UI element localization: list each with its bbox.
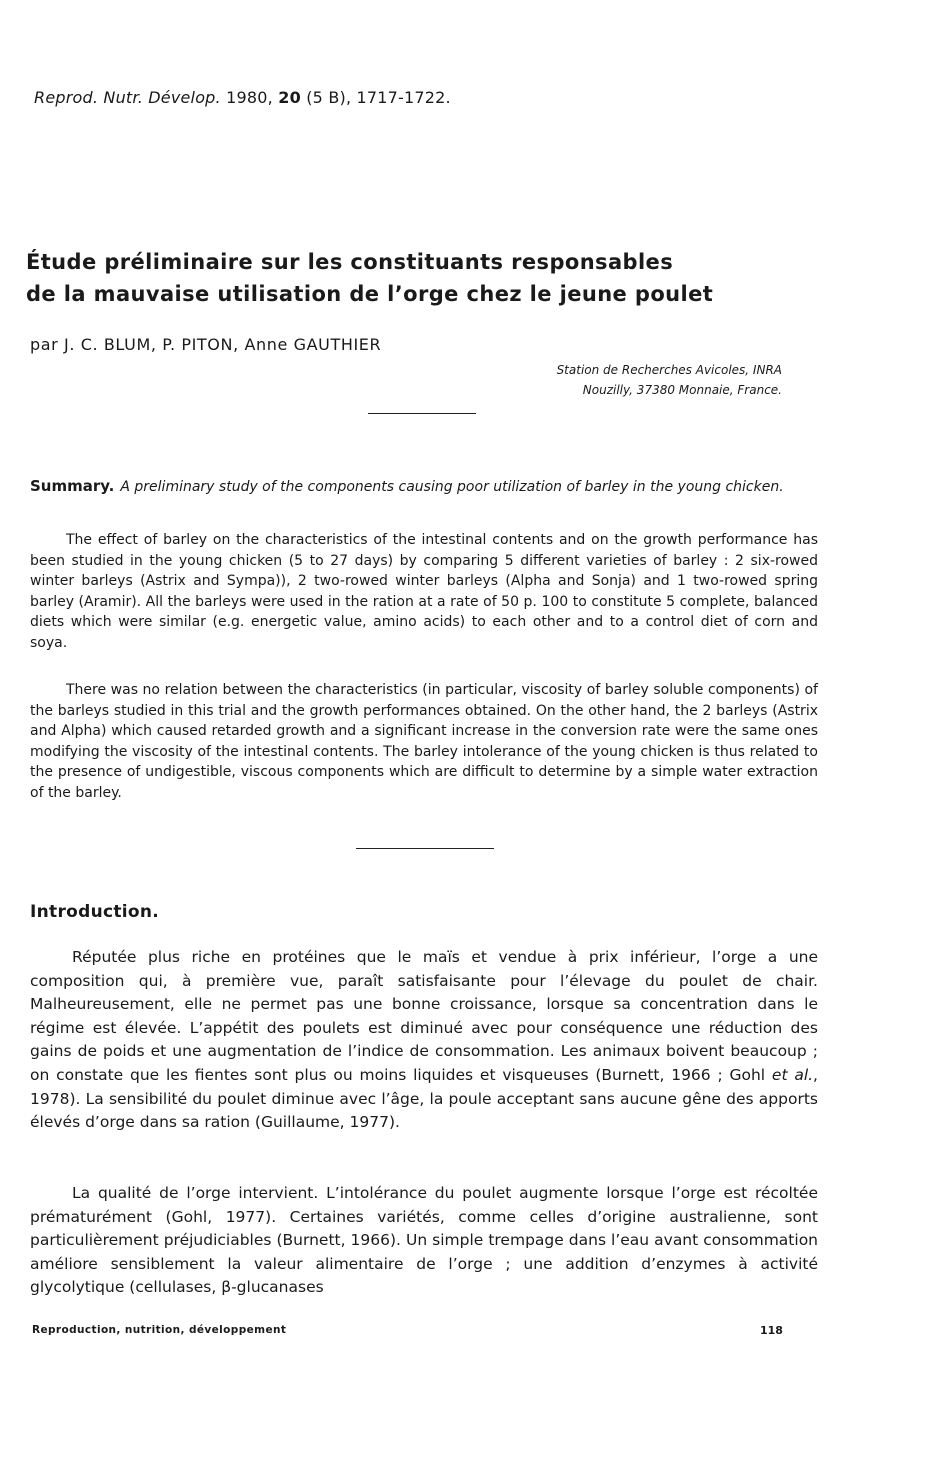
summary-heading-block [30,476,820,497]
summary-paragraph-2: There was no relation between the characteristics (in particular, viscosity of barley soluble components) of the barleys studied in this trial and the growth performances obtained. On the other hand, the 2 barleys (Astrix and Alpha) which caused retarded growth and a significant increase in the conversion rate were the same ones modifying the viscosity of the intestinal contents. The barley intolerance of the young chicken is thus related to the presence of undigestible, viscous components which are difficult to determine by a simple water extraction of the barley. [30,682,818,801]
section-heading-introduction: Introduction. [30,902,160,922]
authors: par J. C. BLUM, P. PITON, Anne GAUTHIER [30,335,382,354]
title-line-2: de la mauvaise utilisation de l’orge chez le jeune poulet [26,282,714,306]
summary-subtitle: A preliminary study of the components causing poor utilization of barley in the young chicken. [120,479,784,495]
footer-journal-name: Reproduction, nutrition, développement [32,1324,287,1336]
affiliation [430,360,782,400]
journal-pages: 1717-1722. [356,88,451,107]
summary-paragraph-1: The effect of barley on the characteristics of the intestinal contents and on the growth performance has been studied in the young chicken (5 to 27 days) by comparing 5 different varieties of barley : 2 six-rowed winter barleys (Astrix and Sympa)), 2 two-rowed winter barleys (Alpha and Sonja) and 1 two-rowed spring barley (Aramir). All the barleys were used in the ration at a rate of 50 p. 100 to constitute 5 complete, balanced diets which were similar (e.g. energetic value, amino acids) to each other and to a control diet of corn and soya. [30,532,818,651]
introduction-paragraph-2: La qualité de l’orge intervient. L’intolérance du poulet augmente lorsque l’orge est récoltée prématurément (Gohl, 1977). Certaines variétés, comme celles d’origine australienne, sont particulièrement préjudiciables (Burnett, 1966). Un simple trempage dans l’eau avant consommation améliore sensiblement la valeur alimentaire de l’orge ; une addition d’enzymes à activité glycolytique (cellulases, β-glucanases [30,1184,818,1297]
journal-issue: (5 B), [306,88,352,107]
journal-volume: 20 [278,88,301,107]
journal-name: Reprod. Nutr. Dévelop. [34,88,221,107]
paper-title [26,246,786,310]
intro-p1-text-b: , 1978). La sensibilité du poulet diminue avec l’âge, la poule acceptant sans aucune gêne des apports élevés d’orge dans sa ration (Guillaume, 1977). [30,1065,818,1132]
introduction-paragraph-1 [30,946,818,1135]
intro-p1-text-a: Réputée plus riche en protéines que le maïs et vendue à prix inférieur, l’orge a une composition qui, à première vue, paraît satisfaisante pour l’élevage du poulet de chair. Malheureusement, elle ne permet pas une bonne croissance, lorsque sa concentration dans le régime est élevée. L’appétit des poulets est diminué avec pour conséquence une réduction des gains de poids et une augmentation de l’indice de consommation. Les animaux boivent beaucoup ; on constate que les fientes sont plus ou moins liquides et visqueuses (Burnett, 1966 ; Gohl [30,948,818,1084]
separator-rule [368,413,476,414]
affiliation-line-2: Nouzilly, 37380 Monnaie, France. [582,383,782,397]
intro-p1-etal: et al. [771,1065,814,1084]
separator-rule [356,848,494,849]
journal-citation [34,88,451,107]
affiliation-line-1: Station de Recherches Avicoles, INRA [556,363,782,377]
summary-heading: Summary. [30,477,115,495]
title-line-1: Étude préliminaire sur les constituants responsables [26,250,674,274]
page-number: 118 [760,1324,783,1337]
journal-year: 1980, [226,88,273,107]
